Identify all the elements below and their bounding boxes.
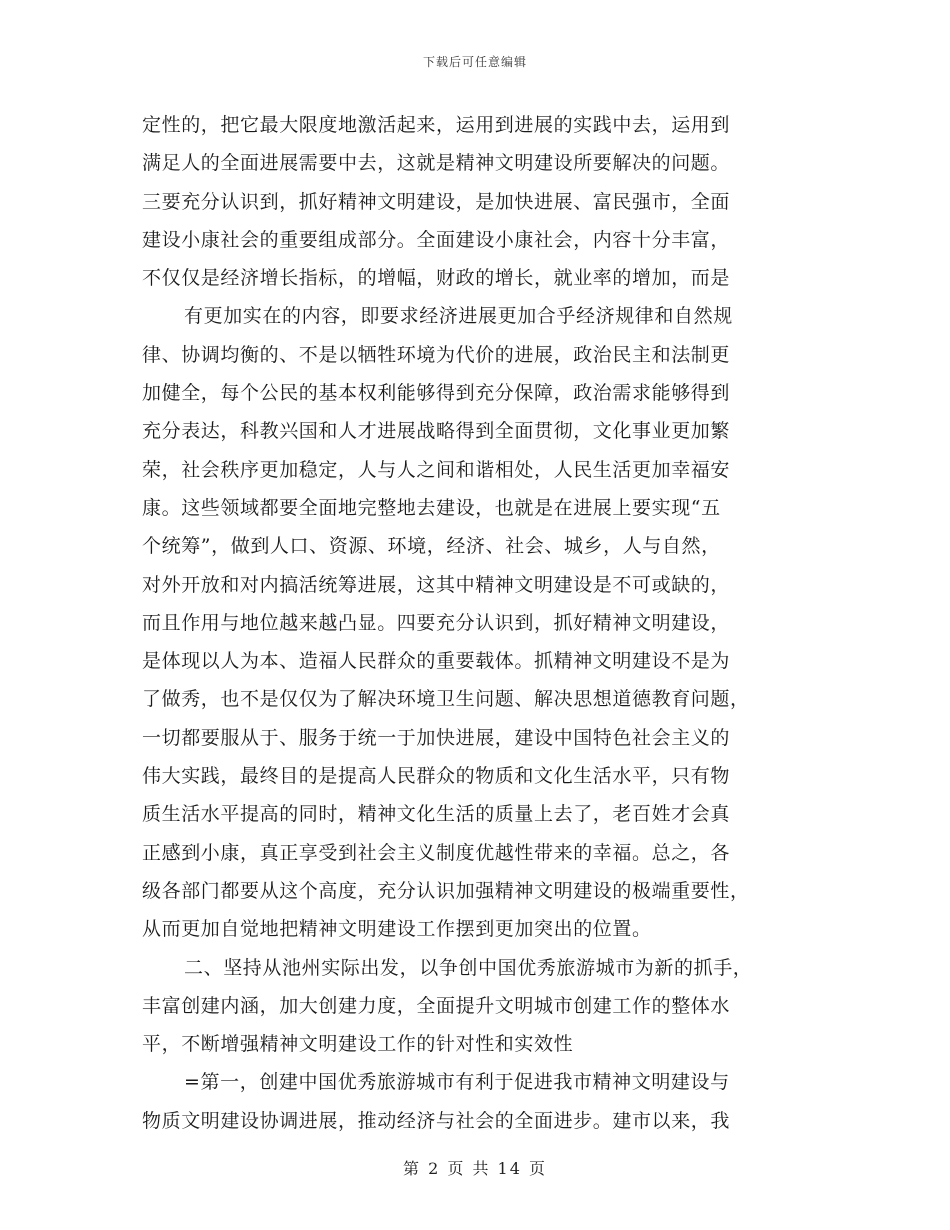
text-line: =第一，创建中国优秀旅游城市有利于促进我市精神文明建设与 — [184, 1071, 730, 1094]
text-line: 正感到小康，真正享受到社会主义制度优越性带来的幸福。总之，各 — [142, 841, 731, 864]
text-line: 对外开放和对内搞活统筹进展，这其中精神文明建设是不可或缺的， — [142, 573, 731, 596]
page-header: 下载后可任意编辑 — [422, 55, 527, 69]
text-line: 质生活水平提高的同时，精神文化生活的质量上去了，老百姓才会真 — [142, 803, 731, 826]
text-line: 定性的，把它最大限度地激活起来，运用到进展的实践中去，运用到 — [142, 114, 731, 136]
text-line: 是体现以人为本、造福人民群众的重要载体。抓精神文明建设不是为 — [142, 650, 731, 673]
text-line: 律、协调均衡的、不是以牺牲环境为代价的进展，政治民主和法制更 — [142, 343, 731, 366]
text-line: 伟大实践，最终目的是提高人民群众的物质和文化生活水平，只有物 — [142, 765, 731, 788]
text-line: 满足人的全面进展需要中去，这就是精神文明建设所要解决的问题。 — [142, 152, 731, 175]
text-line: 荣，社会秩序更加稳定，人与人之间和谐相处，人民生活更加幸福安 — [142, 458, 731, 481]
text-line: 了做秀，也不是仅仅为了解决环境卫生问题、解决思想道德教育问题， — [142, 688, 750, 711]
text-line: 级各部门都要从这个高度，充分认识加强精神文明建设的极端重要性， — [142, 879, 750, 902]
text-line: 二、坚持从池州实际出发，以争创中国优秀旅游城市为新的抓手， — [184, 956, 753, 979]
text-line: 而且作用与地位越来越凸显。四要充分认识到，抓好精神文明建设， — [142, 611, 731, 634]
text-line: 一切都要服从于、服务于统一于加快进展，建设中国特色社会主义的 — [142, 726, 731, 749]
text-line: 平，不断增强精神文明建设工作的针对性和实效性 — [142, 1033, 574, 1056]
text-line: 有更加实在的内容，即要求经济进展更加合乎经济规律和自然规 — [184, 305, 733, 328]
text-line: 从而更加自觉地把精神文明建设工作摆到更加突出的位置。 — [142, 918, 652, 941]
text-line: 不仅仅是经济增长指标，的增幅，财政的增长，就业率的增加，而是 — [142, 267, 731, 290]
text-line: 三要充分认识到，抓好精神文明建设，是加快进展、富民强市，全面 — [142, 190, 731, 213]
text-line: 加健全，每个公民的基本权利能够得到充分保障，政治需求能够得到 — [142, 382, 731, 405]
document-body — [142, 106, 804, 1140]
text-line: 物质文明建设协调进展，推动经济与社会的全面进步。建市以来，我 — [142, 1109, 731, 1132]
text-line: 充分表达，科教兴国和人才进展战略得到全面贯彻，文化事业更加繁 — [142, 420, 731, 443]
text-line: 丰富创建内涵，加大创建力度，全面提升文明城市创建工作的整体水 — [142, 994, 731, 1017]
text-line: 个统筹”，做到人口、资源、环境，经济、社会、城乡，人与自然， — [142, 535, 721, 558]
text-line: 建设小康社会的重要组成部分。全面建设小康社会，内容十分丰富， — [142, 228, 731, 251]
page-number: 第 2 页 共 14 页 — [403, 1159, 547, 1178]
text-line: 康。这些领域都要全面地完整地去建设，也就是在进展上要实现“五 — [142, 496, 721, 519]
